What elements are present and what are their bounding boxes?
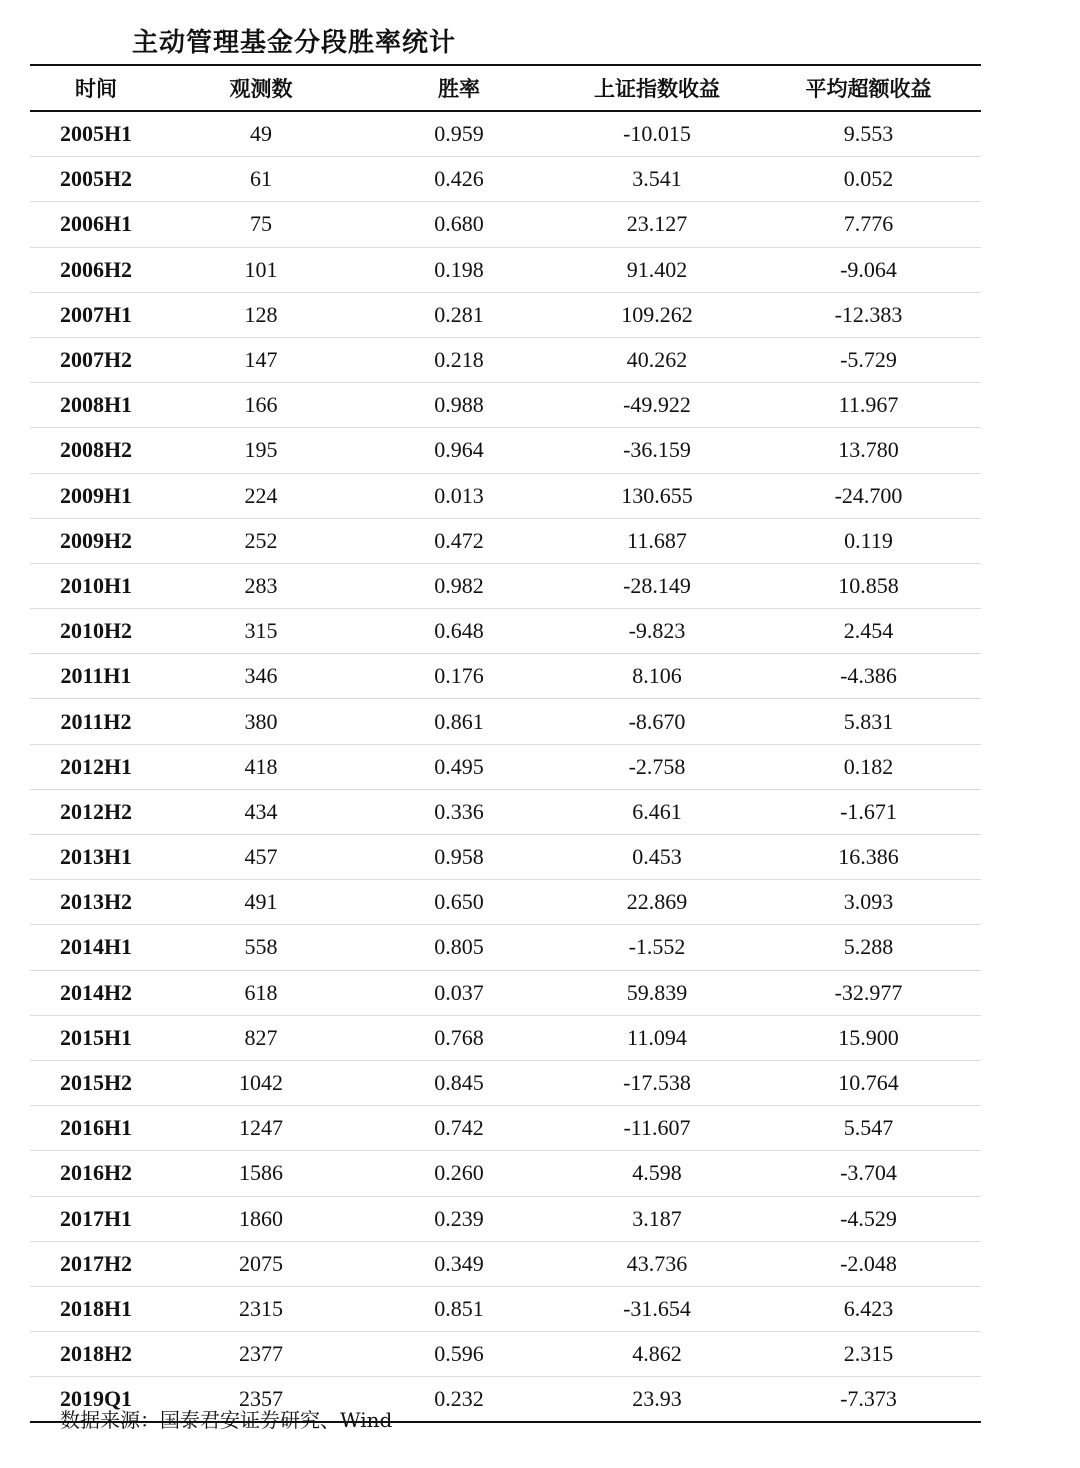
period-cell: 2009H1 <box>59 482 133 508</box>
index-return-cell: 43.736 <box>626 1250 688 1276</box>
observations-cell: 101 <box>244 256 278 282</box>
win-rate-cell: 0.218 <box>434 347 484 373</box>
win-rate-cell: 0.845 <box>434 1070 484 1096</box>
header-index-return: 上证指数收益 <box>594 77 720 101</box>
win-rate-cell: 0.742 <box>434 1115 484 1141</box>
period-cell: 2014H2 <box>59 979 133 1005</box>
index-return-cell: -10.015 <box>623 121 691 147</box>
excess-return-cell: 2.315 <box>843 1341 894 1367</box>
table-row <box>30 1197 981 1242</box>
excess-return-cell: 13.780 <box>838 437 899 463</box>
win-rate-cell: 0.336 <box>434 798 484 824</box>
excess-return-cell: 3.093 <box>843 889 894 915</box>
table-row <box>30 519 981 564</box>
table-header-row <box>30 66 981 112</box>
excess-return-cell: -2.048 <box>840 1250 897 1276</box>
period-cell: 2012H2 <box>59 798 133 824</box>
period-cell: 2018H2 <box>59 1341 133 1367</box>
index-return-cell: -31.654 <box>623 1295 691 1321</box>
table-row <box>30 1061 981 1106</box>
period-cell: 2006H2 <box>59 256 133 282</box>
period-cell: 2009H2 <box>59 527 133 553</box>
index-return-cell: -9.823 <box>628 618 686 644</box>
observations-cell: 128 <box>244 301 278 327</box>
index-return-cell: 3.541 <box>632 166 682 192</box>
excess-return-cell: -3.704 <box>840 1160 897 1186</box>
header-win-rate: 胜率 <box>438 77 480 101</box>
excess-return-cell: 9.553 <box>843 121 894 147</box>
win-rate-cell: 0.680 <box>434 211 484 237</box>
table-title: 主动管理基金分段胜率统计 <box>132 28 457 58</box>
observations-cell: 166 <box>244 392 278 418</box>
excess-return-cell: -5.729 <box>840 347 897 373</box>
excess-return-cell: -32.977 <box>834 979 903 1005</box>
period-cell: 2006H1 <box>59 211 133 237</box>
win-rate-cell: 0.596 <box>434 1341 484 1367</box>
table-row <box>30 1242 981 1287</box>
win-rate-cell: 0.650 <box>434 889 484 915</box>
index-return-cell: 22.869 <box>626 889 688 915</box>
observations-cell: 457 <box>244 844 278 870</box>
win-rate-cell: 0.176 <box>434 663 484 689</box>
table-row <box>30 564 981 609</box>
win-rate-cell: 0.982 <box>434 572 484 598</box>
observations-cell: 2357 <box>239 1386 283 1412</box>
win-rate-cell: 0.851 <box>434 1295 484 1321</box>
observations-cell: 491 <box>244 889 278 915</box>
period-cell: 2008H2 <box>59 437 133 463</box>
period-cell: 2013H2 <box>59 889 133 915</box>
table-row <box>30 248 981 293</box>
observations-cell: 224 <box>244 482 278 508</box>
period-cell: 2017H1 <box>59 1205 133 1231</box>
excess-return-cell: 0.052 <box>843 166 894 192</box>
excess-return-cell: 10.858 <box>838 572 899 598</box>
excess-return-cell: -7.373 <box>840 1386 897 1412</box>
excess-return-cell: 16.386 <box>838 844 899 870</box>
excess-return-cell: 0.119 <box>844 527 893 553</box>
index-return-cell: -11.607 <box>623 1115 691 1141</box>
period-cell: 2013H1 <box>59 844 133 870</box>
index-return-cell: 59.839 <box>626 979 688 1005</box>
table-row <box>30 1151 981 1196</box>
win-rate-cell: 0.349 <box>434 1250 484 1276</box>
excess-return-cell: 6.423 <box>843 1295 894 1321</box>
excess-return-cell: 15.900 <box>838 1024 899 1050</box>
excess-return-cell: 2.454 <box>843 618 894 644</box>
index-return-cell: 109.262 <box>621 301 693 327</box>
table-row <box>30 609 981 654</box>
win-rate-cell: 0.239 <box>434 1205 484 1231</box>
table-row <box>30 383 981 428</box>
win-rate-cell: 0.964 <box>434 437 484 463</box>
header-observations: 观测数 <box>229 77 293 101</box>
index-return-cell: 40.262 <box>626 347 688 373</box>
excess-return-cell: 5.831 <box>843 708 894 734</box>
index-return-cell: 6.461 <box>632 798 682 824</box>
observations-cell: 2315 <box>239 1295 283 1321</box>
period-cell: 2010H2 <box>59 618 133 644</box>
excess-return-cell: 0.182 <box>843 753 894 779</box>
period-cell: 2010H1 <box>59 572 133 598</box>
table-row <box>30 293 981 338</box>
table-row <box>30 338 981 383</box>
index-return-cell: -28.149 <box>623 572 691 598</box>
header-period: 时间 <box>75 77 117 101</box>
excess-return-cell: 7.776 <box>843 211 894 237</box>
win-rate-cell: 0.198 <box>434 256 484 282</box>
table-row <box>30 699 981 744</box>
observations-cell: 380 <box>244 708 278 734</box>
excess-return-cell: 5.288 <box>843 934 894 960</box>
source-note: 数据来源：国泰君安证券研究、Wind <box>60 1408 393 1432</box>
win-rate-cell: 0.768 <box>434 1024 484 1050</box>
excess-return-cell: -1.671 <box>840 798 897 824</box>
period-cell: 2014H1 <box>59 934 133 960</box>
table-row <box>30 157 981 202</box>
index-return-cell: -17.538 <box>623 1070 691 1096</box>
win-rate-cell: 0.232 <box>434 1386 484 1412</box>
index-return-cell: 3.187 <box>632 1205 682 1231</box>
observations-cell: 2075 <box>239 1250 283 1276</box>
table-row <box>30 654 981 699</box>
observations-cell: 1247 <box>239 1115 283 1141</box>
observations-cell: 558 <box>244 934 278 960</box>
excess-return-cell: 10.764 <box>838 1070 899 1096</box>
table-row <box>30 112 981 157</box>
table-row <box>30 745 981 790</box>
period-cell: 2016H1 <box>59 1115 133 1141</box>
observations-cell: 1042 <box>239 1070 283 1096</box>
index-return-cell: 11.094 <box>627 1024 687 1050</box>
period-cell: 2015H1 <box>59 1024 133 1050</box>
table-row <box>30 1332 981 1377</box>
table-row <box>30 202 981 247</box>
observations-cell: 252 <box>244 527 278 553</box>
index-return-cell: 23.127 <box>626 211 688 237</box>
period-cell: 2007H1 <box>59 301 133 327</box>
table-row <box>30 428 981 473</box>
period-cell: 2019Q1 <box>59 1386 133 1412</box>
index-return-cell: 8.106 <box>632 663 682 689</box>
index-return-cell: 130.655 <box>621 482 693 508</box>
period-cell: 2016H2 <box>59 1160 133 1186</box>
win-rate-cell: 0.648 <box>434 618 484 644</box>
table-row <box>30 1016 981 1061</box>
win-rate-cell: 0.861 <box>434 708 484 734</box>
win-rate-cell: 0.805 <box>434 934 484 960</box>
period-cell: 2005H2 <box>59 166 133 192</box>
observations-cell: 61 <box>250 166 272 192</box>
index-return-cell: -8.670 <box>628 708 686 734</box>
table-row <box>30 790 981 835</box>
win-rate-cell: 0.260 <box>434 1160 484 1186</box>
period-cell: 2008H1 <box>59 392 133 418</box>
observations-cell: 315 <box>244 618 278 644</box>
excess-return-cell: -24.700 <box>834 482 903 508</box>
index-return-cell: 4.598 <box>632 1160 682 1186</box>
index-return-cell: -36.159 <box>623 437 691 463</box>
win-rate-cell: 0.495 <box>434 753 484 779</box>
index-return-cell: 4.862 <box>632 1341 682 1367</box>
observations-cell: 827 <box>244 1024 278 1050</box>
table-row <box>30 835 981 880</box>
table-row <box>30 474 981 519</box>
table-row <box>30 971 981 1016</box>
observations-cell: 195 <box>244 437 278 463</box>
index-return-cell: 11.687 <box>627 527 687 553</box>
table-row <box>30 880 981 925</box>
excess-return-cell: -4.386 <box>840 663 897 689</box>
observations-cell: 75 <box>250 211 272 237</box>
observations-cell: 1586 <box>239 1160 283 1186</box>
win-rate-cell: 0.281 <box>434 301 484 327</box>
win-rate-table <box>30 64 981 1423</box>
win-rate-cell: 0.037 <box>434 979 484 1005</box>
index-return-cell: 91.402 <box>626 256 688 282</box>
period-cell: 2011H2 <box>60 708 132 734</box>
excess-return-cell: -9.064 <box>840 256 897 282</box>
excess-return-cell: 5.547 <box>843 1115 894 1141</box>
observations-cell: 2377 <box>239 1341 283 1367</box>
win-rate-cell: 0.472 <box>434 527 484 553</box>
observations-cell: 346 <box>244 663 278 689</box>
win-rate-cell: 0.426 <box>434 166 484 192</box>
win-rate-cell: 0.013 <box>434 482 484 508</box>
index-return-cell: -49.922 <box>623 392 691 418</box>
excess-return-cell: -12.383 <box>834 301 903 327</box>
win-rate-cell: 0.958 <box>434 844 484 870</box>
table-row <box>30 1106 981 1151</box>
period-cell: 2005H1 <box>59 121 133 147</box>
period-cell: 2018H1 <box>59 1295 133 1321</box>
period-cell: 2017H2 <box>59 1250 133 1276</box>
win-rate-cell: 0.959 <box>434 121 484 147</box>
table-row <box>30 925 981 970</box>
table-row <box>30 1287 981 1332</box>
observations-cell: 1860 <box>239 1205 283 1231</box>
table-body <box>30 112 981 1421</box>
observations-cell: 147 <box>244 347 278 373</box>
observations-cell: 618 <box>244 979 278 1005</box>
observations-cell: 418 <box>244 753 278 779</box>
period-cell: 2011H1 <box>60 663 132 689</box>
header-excess-return: 平均超额收益 <box>805 77 932 101</box>
period-cell: 2015H2 <box>59 1070 133 1096</box>
observations-cell: 283 <box>244 572 278 598</box>
index-return-cell: -1.552 <box>628 934 686 960</box>
index-return-cell: 0.453 <box>632 844 682 870</box>
win-rate-cell: 0.988 <box>434 392 484 418</box>
observations-cell: 49 <box>250 121 272 147</box>
index-return-cell: 23.93 <box>632 1386 682 1412</box>
period-cell: 2007H2 <box>59 347 133 373</box>
observations-cell: 434 <box>244 798 278 824</box>
excess-return-cell: -4.529 <box>840 1205 897 1231</box>
index-return-cell: -2.758 <box>628 753 686 779</box>
period-cell: 2012H1 <box>59 753 133 779</box>
excess-return-cell: 11.967 <box>838 392 899 418</box>
